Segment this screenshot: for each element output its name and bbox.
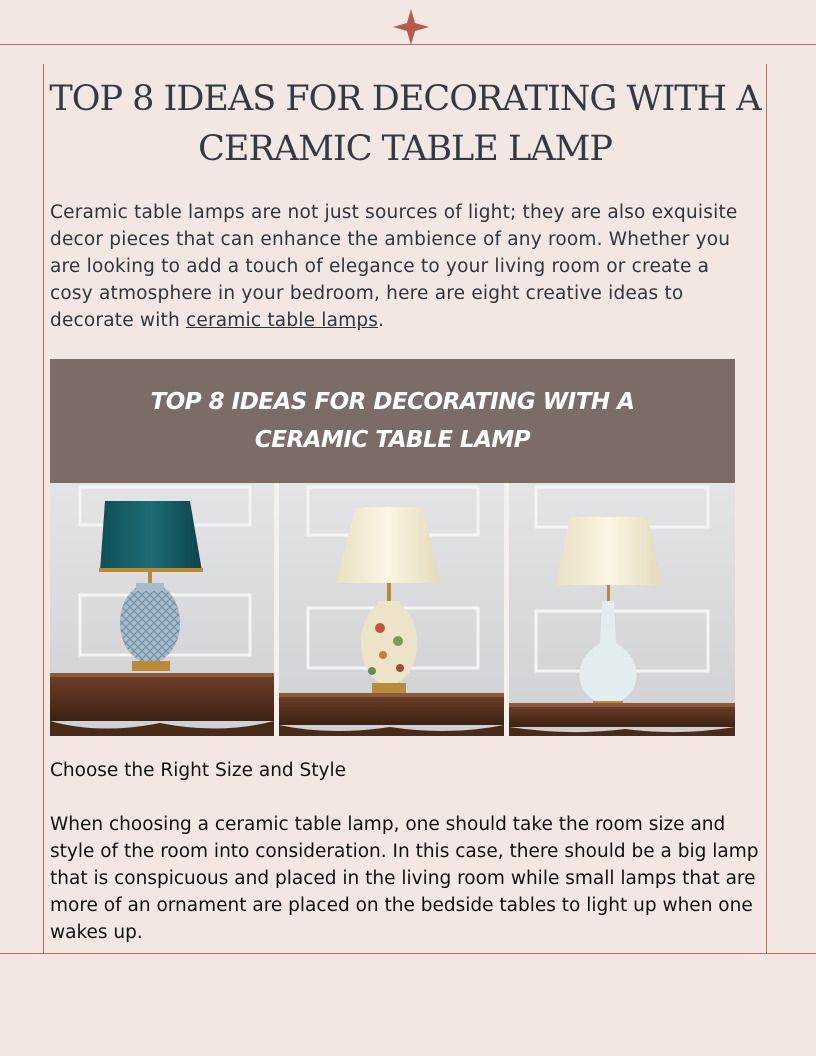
section-heading: Choose the Right Size and Style <box>50 760 347 781</box>
left-border-line <box>43 64 44 954</box>
section-body: When choosing a ceramic table lamp, one should take the room size and style of the room into consideration. In this case, there should be a big lamp that is conspicuous and placed in the living room while small lamps that are more of an ornament are placed on the bedside tables to light up when one wakes up. <box>50 814 759 943</box>
banner-line-2: CERAMIC TABLE LAMP <box>254 427 531 453</box>
photo-white-lamp <box>509 483 735 736</box>
photo-teal-lamp <box>50 483 274 736</box>
four-point-star-icon <box>393 9 429 45</box>
intro-text-end: . <box>378 310 385 331</box>
banner-title <box>113 383 673 459</box>
article-image <box>50 359 735 743</box>
photo-floral-lamp <box>279 483 504 736</box>
image-banner <box>50 359 735 483</box>
page-title: TOP 8 IDEAS FOR DECORATING WITH A CERAMIC TABLE LAMP <box>49 79 761 169</box>
bottom-rule <box>0 953 816 954</box>
intro-paragraph <box>50 199 750 334</box>
intro-text: Ceramic table lamps are not just sources of light; they are also exquisite decor pieces that can enhance the ambience of any room. Whether you are looking to add a touch of elegance to your living room or create a cosy atmosphere in your bedroom, here are eight creative ideas to decorate with <box>50 202 738 331</box>
banner-line-1: TOP 8 IDEAS FOR DECORATING WITH A <box>150 389 635 415</box>
lamp-photo-collage <box>50 483 735 736</box>
ceramic-table-lamps-link[interactable]: ceramic table lamps <box>186 310 379 331</box>
